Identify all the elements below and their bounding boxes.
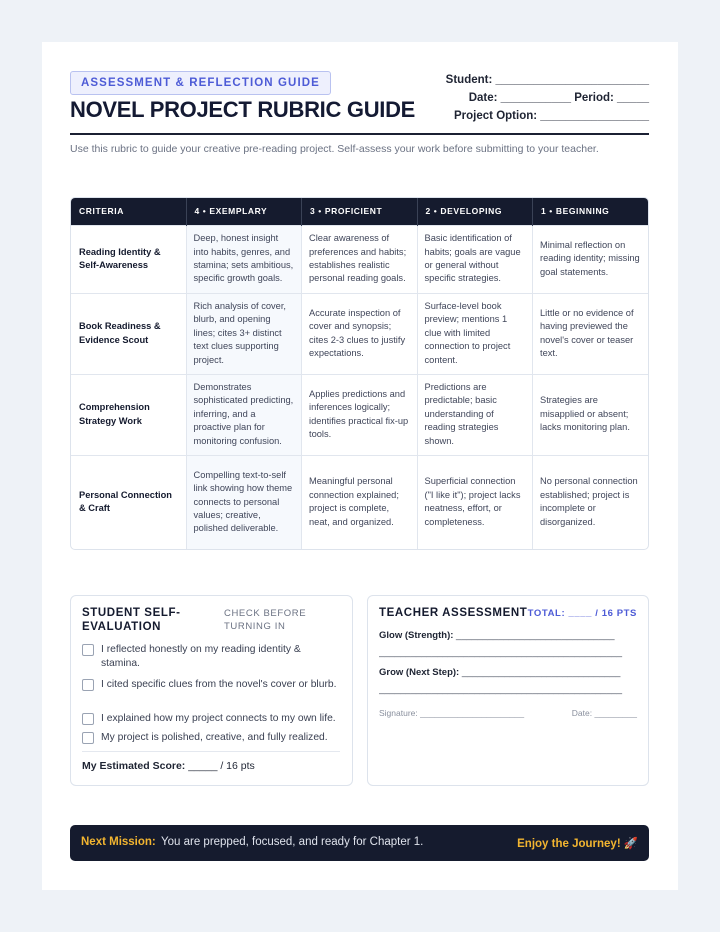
guide-badge: ASSESSMENT & REFLECTION GUIDE xyxy=(70,71,331,95)
next-mission-text: You are prepped, focused, and ready for Chapter 1. xyxy=(161,836,424,848)
beginning-cell: Little or no evidence of having previewed the novel's cover or teaser text. xyxy=(533,293,649,374)
rocket-icon: 🚀 xyxy=(623,838,638,850)
checkbox[interactable] xyxy=(82,713,94,725)
checklist-label: My project is polished, creative, and fully realized. xyxy=(101,732,328,743)
checkbox[interactable] xyxy=(82,644,94,656)
score-label: My Estimated Score: xyxy=(82,760,186,772)
teacher-title: TEACHER ASSESSMENT xyxy=(379,607,528,619)
beginning-cell: Strategies are misapplied or absent; lacks monitoring plan. xyxy=(533,374,649,455)
enjoy-text: Enjoy the Journey! xyxy=(517,838,621,850)
glow-blank: ______________________________ xyxy=(456,630,615,641)
developing-cell: Surface-level book preview; mentions 1 clue with limited connection to project content. xyxy=(417,293,533,374)
exemplary-cell: Rich analysis of cover, blurb, and opening lines; cites 3+ distinct text clues supporting project. xyxy=(186,293,302,374)
next-mission-label: Next Mission: xyxy=(81,836,156,848)
date-period-line: Date: ___________ Period: _____ xyxy=(468,92,649,104)
intro-text: Use this rubric to guide your creative pre-reading project. Self-assess your work before submitting to your teacher. xyxy=(70,143,599,155)
date-line: Date: _________ xyxy=(571,708,637,718)
criteria-cell: Book Readiness & Evidence Scout xyxy=(71,293,186,374)
estimated-score xyxy=(82,760,255,772)
header-exemplary: 4 • EXEMPLARY xyxy=(186,198,302,225)
table-row xyxy=(71,374,648,455)
header-beginning: 1 • BEGINNING xyxy=(533,198,649,225)
grow-line xyxy=(379,667,641,678)
glow-line xyxy=(379,630,641,641)
criteria-cell: Comprehension Strategy Work xyxy=(71,374,186,455)
developing-cell: Superficial connection ("I like it"); project lacks neatness, effort, or completeness. xyxy=(417,455,533,549)
self-eval-hint: CHECK BEFORE TURNING IN xyxy=(224,608,307,632)
table-row xyxy=(71,293,648,374)
proficient-cell: Meaningful personal connection explained; project is complete, neat, and organized. xyxy=(302,455,418,549)
checklist-label: I cited specific clues from the novel's cover or blurb. xyxy=(101,679,337,690)
student-info-block xyxy=(446,71,649,125)
student-name-line: Student: ________________________ xyxy=(445,74,649,86)
teacher-total: TOTAL: ____ / 16 PTS xyxy=(527,608,637,619)
exemplary-cell: Deep, honest insight into habits, genres, and stamina; sets ambitious, specific growth goals. xyxy=(186,225,302,293)
exemplary-cell: Demonstrates sophisticated predicting, inferring, and a proactive plan for monitoring confusion. xyxy=(186,374,302,455)
grow-label: Grow (Next Step): xyxy=(379,667,460,678)
glow-line-2: ______________________________________________ xyxy=(379,647,623,658)
self-eval-title: STUDENT SELF-EVALUATION xyxy=(82,607,181,633)
rubric-page xyxy=(42,42,678,890)
enjoy-journey xyxy=(517,836,638,850)
glow-label: Glow (Strength): xyxy=(379,630,454,641)
teacher-assessment-card xyxy=(367,595,649,786)
rubric-table xyxy=(70,197,649,550)
self-evaluation-card xyxy=(70,595,353,786)
exemplary-cell: Compelling text-to-self link showing how theme connects to personal values; creative, polished deliverable. xyxy=(186,455,302,549)
grow-blank: ______________________________ xyxy=(461,667,621,678)
proficient-cell: Applies predictions and inferences logically; identifies practical fix-up tools. xyxy=(302,374,418,455)
proficient-cell: Clear awareness of preferences and habits; establishes realistic personal reading goals. xyxy=(302,225,418,293)
grow-line-2: ______________________________________________ xyxy=(379,684,623,695)
criteria-cell: Reading Identity & Self-Awareness xyxy=(71,225,186,293)
score-value: _____ / 16 pts xyxy=(188,760,255,772)
self-eval-divider xyxy=(82,751,340,752)
rubric-header-row xyxy=(71,198,648,225)
header-proficient: 3 • PROFICIENT xyxy=(302,198,418,225)
developing-cell: Basic identification of habits; goals are vague or general without specific strategies. xyxy=(417,225,533,293)
table-row xyxy=(71,225,648,293)
checkbox[interactable] xyxy=(82,732,94,744)
header-criteria: CRITERIA xyxy=(71,198,186,225)
checklist-label: I explained how my project connects to my own life. xyxy=(101,713,336,724)
checklist-label: I reflected honestly on my reading identity & stamina. xyxy=(101,644,301,669)
proficient-cell: Accurate inspection of cover and synopsis; cites 2-3 clues to justify expectations. xyxy=(302,293,418,374)
page-title: NOVEL PROJECT RUBRIC GUIDE xyxy=(70,97,416,122)
header-developing: 2 • DEVELOPING xyxy=(417,198,533,225)
beginning-cell: Minimal reflection on reading identity; missing goal statements. xyxy=(533,225,649,293)
next-mission-bar xyxy=(70,825,649,861)
signature-line: Signature: ______________________ xyxy=(379,708,525,718)
beginning-cell: No personal connection established; project is incomplete or disorganized. xyxy=(533,455,649,549)
header-divider xyxy=(70,133,649,135)
checkbox[interactable] xyxy=(82,679,94,691)
table-row xyxy=(71,455,648,549)
developing-cell: Predictions are predictable; basic understanding of reading strategies shown. xyxy=(417,374,533,455)
criteria-cell: Personal Connection & Craft xyxy=(71,455,186,549)
project-option-line: Project Option: _________________ xyxy=(454,110,649,122)
